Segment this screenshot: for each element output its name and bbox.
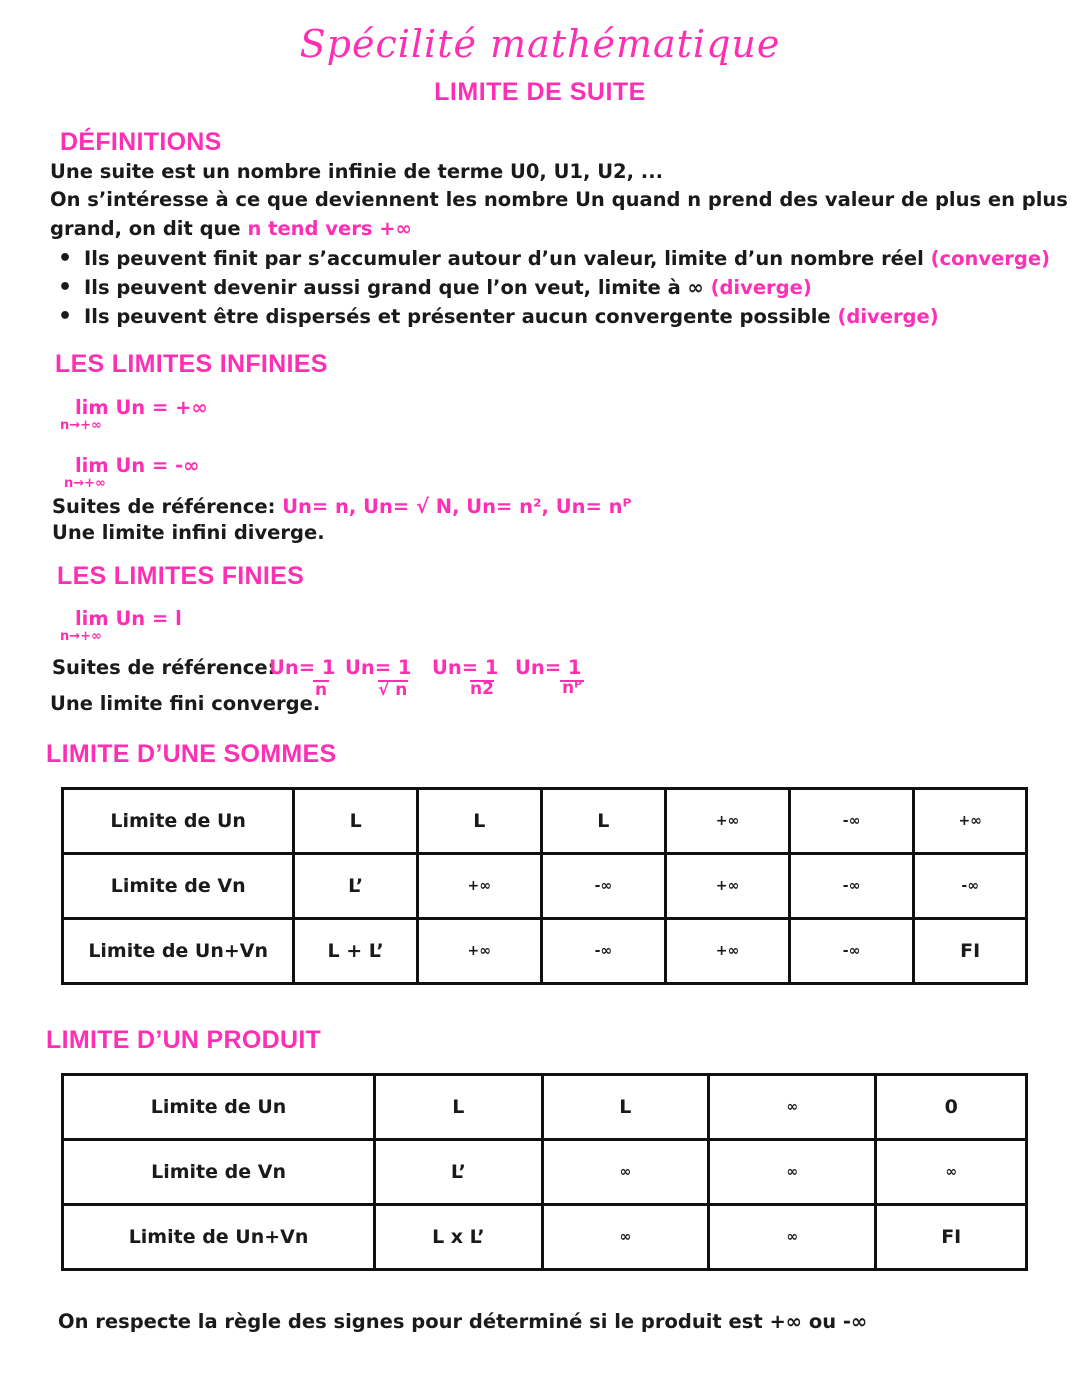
table-cell: -∞ (789, 919, 914, 984)
table-cell: ∞ (709, 1205, 876, 1270)
table-cell: +∞ (417, 854, 541, 919)
bullet-tag: (diverge) (837, 305, 939, 328)
definition-line-2: On s’intéresse à ce que deviennent les nombre Un quand n prend des valeur de plus en plus (50, 188, 1068, 211)
list-item (58, 244, 1050, 273)
table-row (63, 854, 1027, 919)
table-cell: L’ (294, 854, 418, 919)
table-cell: -∞ (789, 789, 914, 854)
limit-finite: lim Un = l (75, 607, 182, 630)
page-title: Spécilité mathématique (299, 22, 781, 66)
fraction-numerator: Un= 1 (345, 656, 412, 679)
table-cell: L (375, 1075, 542, 1140)
table-cell: L (417, 789, 541, 854)
fraction-numerator: Un= 1 (432, 656, 499, 679)
product-table-heading: LIMITE D’UN PRODUIT (46, 1026, 322, 1054)
table-cell: FI (914, 919, 1027, 984)
definition-line-3-highlight: n tend vers +∞ (247, 217, 412, 240)
product-table (61, 1073, 1028, 1271)
table-row (63, 1205, 1027, 1270)
bullet-tag: (diverge) (710, 276, 812, 299)
bullet-text: Ils peuvent finit par s’accumuler autour d’un valeur, limite d’un nombre réel (84, 247, 931, 270)
bullet-text: Ils peuvent être dispersés et présenter aucun convergente possible (84, 305, 838, 328)
table-cell: -∞ (541, 919, 666, 984)
limit-minus-infinity: lim Un = -∞ (75, 454, 200, 477)
limit-minus-infinity-subscript: n→+∞ (64, 476, 106, 491)
row-label: Limite de Un+Vn (63, 919, 294, 984)
table-cell: ∞ (709, 1075, 876, 1140)
table-cell: FI (876, 1205, 1027, 1270)
table-cell: L x L’ (375, 1205, 542, 1270)
list-item (58, 302, 1050, 331)
table-cell: +∞ (666, 919, 790, 984)
limit-plus-infinity-subscript: n→+∞ (60, 418, 102, 433)
table-cell: +∞ (914, 789, 1027, 854)
row-label: Limite de Un+Vn (63, 1205, 375, 1270)
limit-plus-infinity: lim Un = +∞ (75, 396, 208, 419)
table-cell: ∞ (542, 1205, 708, 1270)
table-cell: L (542, 1075, 708, 1140)
row-label: Limite de Vn (63, 1140, 375, 1205)
definition-line-1: Une suite est un nombre infinie de terme U0, U1, U2, ... (50, 160, 664, 183)
table-cell: +∞ (417, 919, 541, 984)
finite-conclusion: Une limite fini converge. (50, 692, 321, 715)
finite-limits-heading: LES LIMITES FINIES (57, 562, 305, 590)
fraction-denominator: nᴾ (562, 678, 582, 698)
table-row (63, 1075, 1027, 1140)
fraction-denominator: n2 (470, 679, 494, 699)
limit-finite-subscript: n→+∞ (60, 629, 102, 644)
table-cell: L (541, 789, 666, 854)
fraction-numerator: Un= 1 (269, 656, 336, 679)
sum-table (61, 787, 1028, 985)
definitions-heading: DÉFINITIONS (60, 128, 222, 156)
table-cell: +∞ (666, 789, 790, 854)
finite-reference-label: Suites de référence: (52, 656, 276, 679)
infinite-limits-heading: LES LIMITES INFINIES (55, 350, 328, 378)
table-cell: ∞ (709, 1140, 876, 1205)
definition-line-3-prefix: grand, on dit que (50, 217, 248, 240)
sum-table-heading: LIMITE D’UNE SOMMES (46, 740, 337, 768)
row-label: Limite de Vn (63, 854, 294, 919)
table-cell: -∞ (789, 854, 914, 919)
list-item (58, 273, 1050, 302)
fraction-denominator: n (315, 680, 328, 700)
row-label: Limite de Un (63, 789, 294, 854)
fraction-denominator: √ n (378, 680, 408, 700)
definition-line-3 (50, 217, 412, 240)
table-row (63, 789, 1027, 854)
table-row (63, 919, 1027, 984)
table-cell: ∞ (542, 1140, 708, 1205)
reference-values: Un= n, Un= √ N, Un= n², Un= nᴾ (282, 495, 632, 518)
table-cell: L’ (375, 1140, 542, 1205)
table-cell: L (294, 789, 418, 854)
definition-bullets (58, 244, 1050, 331)
bullet-text: Ils peuvent devenir aussi grand que l’on veut, limite à ∞ (84, 276, 711, 299)
fraction-numerator: Un= 1 (515, 656, 582, 679)
sign-rule-note: On respecte la règle des signes pour déterminé si le produit est +∞ ou -∞ (58, 1310, 868, 1333)
table-cell: 0 (876, 1075, 1027, 1140)
infinite-conclusion: Une limite infini diverge. (52, 521, 325, 544)
row-label: Limite de Un (63, 1075, 375, 1140)
page-subtitle: LIMITE DE SUITE (434, 78, 646, 106)
bullet-tag: (converge) (930, 247, 1051, 270)
table-cell: ∞ (876, 1140, 1027, 1205)
table-cell: L + L’ (294, 919, 418, 984)
table-cell: +∞ (666, 854, 790, 919)
table-row (63, 1140, 1027, 1205)
table-cell: -∞ (541, 854, 666, 919)
table-cell: -∞ (914, 854, 1027, 919)
reference-label: Suites de référence: (52, 495, 283, 518)
infinite-reference-sequences (52, 495, 631, 518)
